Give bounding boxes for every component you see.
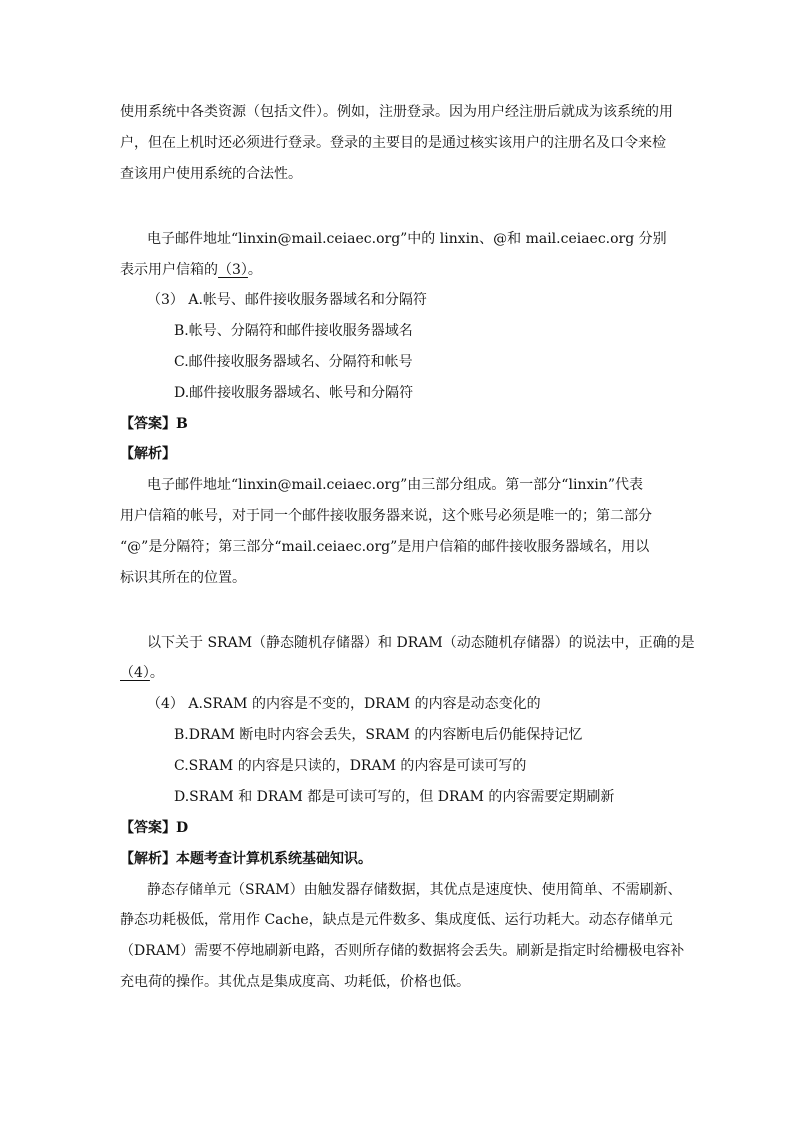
q3-answer-label: 【答案】 [120,416,176,432]
q4-option-d: D.SRAM 和 DRAM 都是可读可写的，但 DRAM 的内容需要定期刷新 [174,789,615,805]
q4-option-a: （4） A.SRAM 的内容是不变的，DRAM 的内容是动态变化的 [147,696,541,712]
q4-answer-value: D [176,820,189,836]
q3-option-a: （3） A.帐号、邮件接收服务器域名和分隔符 [147,292,427,308]
q3-answer [120,414,188,434]
q4-analysis-line-2: 静态功耗极低，常用作 Cache，缺点是元件数多、集成度低、运行功耗大。动态存储单元 [120,912,673,928]
q3-option-d: D.邮件接收服务器域名、帐号和分隔符 [174,385,414,401]
intro-line-1: 使用系统中各类资源（包括文件）。例如，注册登录。因为用户经注册后就成为该系统的用 [120,104,673,120]
q3-analysis-line-1: 电子邮件地址“linxin@mail.ceiaec.org”由三部分组成。第一部分“linxin”代表 [147,477,643,493]
q3-answer-value: B [176,416,188,432]
q4-option-c: C.SRAM 的内容是只读的，DRAM 的内容是可读可写的 [174,758,527,774]
intro-line-3: 查该用户使用系统的合法性。 [120,166,302,182]
q3-blank: （3） [218,262,248,278]
q3-option-b: B.帐号、分隔符和邮件接收服务器域名 [174,323,413,339]
q4-analysis-label: 【解析】 [120,851,176,867]
q4-analysis-line-3: （DRAM）需要不停地刷新电路，否则所存储的数据将会丢失。刷新是指定时给栅极电容补 [120,943,685,959]
q3-analysis-label: 【解析】 [120,446,176,462]
intro-line-2: 户，但在上机时还必须进行登录。登录的主要目的是通过核实该用户的注册名及口令来检 [120,135,666,151]
q3-analysis-line-3: “@”是分隔符；第三部分“mail.ceiaec.org”是用户信箱的邮件接收服务器域名，用以 [120,539,650,555]
q4-stem-line-1: 以下关于 SRAM（静态随机存储器）和 DRAM（动态随机存储器）的说法中，正确的是 [147,635,695,651]
q4-blank: （4） [120,665,150,681]
q3-stem-suffix: 。 [247,262,262,278]
q4-analysis-line-4: 充电荷的操作。其优点是集成度高、功耗低，价格也低。 [120,974,470,990]
q3-stem-prefix: 表示用户信箱的 [120,262,218,278]
q3-stem-line-2 [120,260,262,280]
q4-answer-label: 【答案】 [120,820,176,836]
q4-answer [120,818,188,838]
q3-analysis-line-2: 用户信箱的帐号，对于同一个邮件接收服务器来说，这个账号必须是唯一的；第二部分 [120,508,652,524]
q4-stem-line-2 [120,663,164,683]
q4-analysis-header [120,849,372,869]
q4-option-b: B.DRAM 断电时内容会丢失，SRAM 的内容断电后仍能保持记忆 [174,727,583,743]
q3-stem-line-1: 电子邮件地址“linxin@mail.ceiaec.org”中的 linxin、@和 mail.ceiaec.org 分别 [147,231,667,247]
q3-analysis-line-4: 标识其所在的位置。 [120,570,246,586]
q3-option-c: C.邮件接收服务器域名、分隔符和帐号 [174,354,413,370]
q4-analysis-heading: 本题考查计算机系统基础知识。 [176,851,372,867]
q4-analysis-line-1: 静态存储单元（SRAM）由触发器存储数据，其优点是速度快、使用简单、不需刷新、 [147,882,682,898]
q4-stem-suffix: 。 [149,665,164,681]
